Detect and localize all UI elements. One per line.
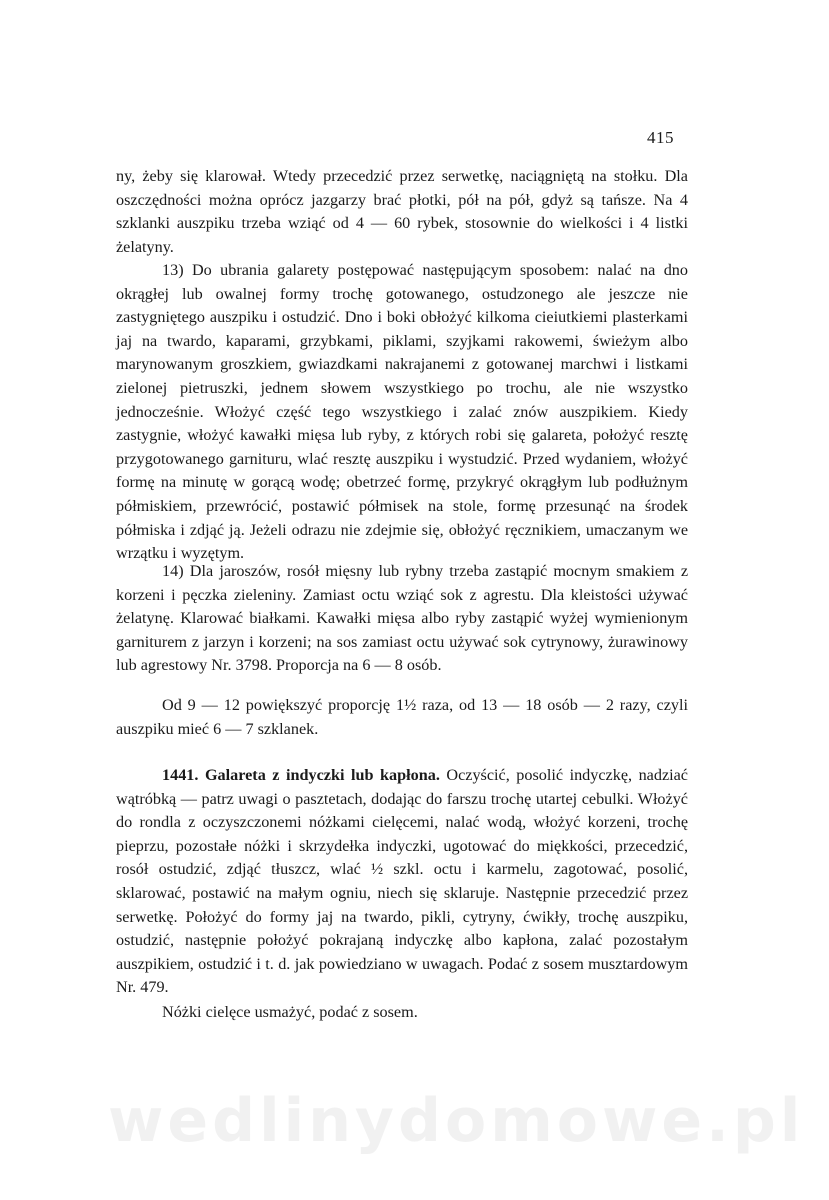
paragraph-continuation — [116, 165, 688, 259]
paragraph-1: ny, żeby się klarował. Wtedy przecedzić przez serwetkę, naciągniętą na stołku. Dla oszczędności można oprócz jazgarzy brać płotki, pół na pół, gdyż są tańsze. Na 4 szklanki auszpiku trzeba wziąć od 4 — 60 rybek, stosownie do wielkości i 4 listki żelatyny. — [116, 167, 688, 256]
recipe-title: 1441. Galareta z indyczki lub kapłona. — [162, 766, 440, 784]
paragraph-2: 13) Do ubrania galarety postępować następującym sposobem: nalać na dno okrągłej lub owalnej formy trochę gotowanego, ostudzonego ale jeszcze nie zastygniętego auszpiku i ostudzić. Dno i boki obłożyć kilkoma cieiutkiemi plasterkami jaj na twardo, kaparami, grzybkami, piklami, szyjkami rakowemi, świeżym albo marynowanym groszkiem, gwiazdkami nakrajanemi z gotowanej marchwi i listkami zielonej pietruszki, jednem słowem wszystkiego po trochu, ale nie wszystko jednocześnie. Włożyć część tego wszystkiego i zalać znów auszpikiem. Kiedy zastygnie, włożyć kawałki mięsa lub ryby, z których robi się galareta, położyć resztę przygotowanego garnituru, wlać resztę auszpiku i wystudzić. Przed wydaniem, włożyć formę na minutę w gorącą wodę; obetrzeć formę, przykryć okrągłym lub podłużnym półmiskiem, przewrócić, postawić półmisek na stole, formę przesunąć na środek półmiska i zdjąć ją. Jeżeli odrazu nie zdejmie się, obłożyć ręcznikiem, umaczanym we wrzątku i wyzętym. — [116, 261, 688, 563]
paragraph-final — [116, 1001, 688, 1025]
recipe-body: Oczyścić, posolić indyczkę, nadziać wątróbką — patrz uwagi o pasztetach, dodając do farszu trochę utartej cebulki. Włożyć do rondla z oczyszczonemi nóżkami cielęcemi, nalać wodą, włożyć korzeni, trochę pieprzu, pozostałe nóżki i skrzydełka indyczki, ugotować do miękkości, przecedzić, rosół ostudzić, zdjąć tłuszcz, wlać ½ szkl. octu i karmelu, zagotować, posolić, sklarować, postawić na małym ogniu, niech się sklaruje. Następnie przecedzić przez serwetkę. Położyć do formy jaj na twardo, pikli, cytryny, ćwikły, trochę auszpiku, ostudzić, następnie położyć pokrajaną indyczkę albo kapłona, zalać pozostałym auszpikiem, ostudzić i t. d. jak powiedziano w uwagach. Podać z sosem musztardowym Nr. 479. — [116, 766, 688, 997]
paragraph-13 — [116, 259, 688, 566]
paragraph-6: Nóżki cielęce usmażyć, podać z sosem. — [162, 1003, 418, 1021]
paragraph-14 — [116, 560, 688, 678]
paragraph-5 — [116, 764, 688, 1000]
watermark: wedlinydomowe.pl — [108, 1086, 805, 1156]
paragraph-proportion — [116, 694, 688, 741]
page-number: 415 — [647, 128, 674, 147]
recipe-1441 — [116, 764, 688, 1000]
paragraph-3: 14) Dla jaroszów, rosół mięsny lub rybny trzeba zastąpić mocnym smakiem z korzeni i pęczka zieleniny. Zamiast octu wziąć sok z agrestu. Dla kleistości używać żelatynę. Klarować białkami. Kawałki mięsa albo ryby zastąpić wyżej wymienionym garniturem z jarzyn i korzeni; na sos zamiast octu używać sok cytrynowy, żurawinowy lub agrestowy Nr. 3798. Proporcja na 6 — 8 osób. — [116, 562, 688, 675]
paragraph-4: Od 9 — 12 powiększyć proporcję 1½ raza, od 13 — 18 osób — 2 razy, czyli auszpiku mieć 6 — 7 szklanek. — [116, 696, 688, 738]
